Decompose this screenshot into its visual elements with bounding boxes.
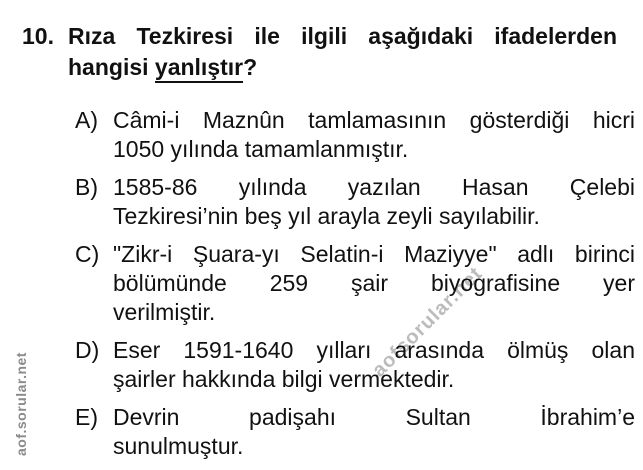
question-line2-pre: hangisi [68, 54, 155, 80]
option-e-text [113, 403, 635, 461]
options-list [75, 106, 635, 461]
option-d-text [113, 336, 635, 394]
option-line: 1050 yılında tamamlanmıştır. [113, 136, 409, 162]
option-line: şairler hakkında bilgi vermektedir. [113, 366, 455, 392]
option-e [75, 403, 635, 461]
question-keyword-underlined: yanlıştır [155, 54, 243, 83]
question-block [0, 0, 643, 83]
option-line: verilmiştir. [113, 299, 216, 325]
option-b-text [113, 173, 635, 231]
option-e-letter: E) [75, 404, 98, 430]
option-line: Devrin padişahı Sultan İbrahim’e [113, 404, 635, 430]
option-a-letter: A) [75, 107, 98, 133]
option-line: Eser 1591-1640 yılları arasında ölmüş olan [113, 337, 635, 363]
option-line: 1585-86 yılında yazılan Hasan Çelebi [113, 174, 635, 200]
option-line: Câmi-i Maznûn tamlamasının gösterdiği hicri [113, 107, 635, 133]
option-line: "Zikr-i Şuara-yı Selatin-i Maziyye" adlı birinci [113, 241, 635, 267]
option-d-letter: D) [75, 337, 100, 363]
question-line-2 [68, 52, 617, 83]
site-watermark-diagonal: aofsorular.net [368, 262, 487, 382]
question-line2-post: ? [243, 54, 258, 80]
option-a-text [113, 106, 635, 164]
question-line-1: Rıza Tezkiresi ile ilgili aşağıdaki ifadelerden [68, 23, 617, 49]
option-b [75, 173, 635, 231]
option-b-letter: B) [75, 174, 98, 200]
question-number: 10. [22, 23, 54, 49]
option-c [75, 240, 635, 327]
option-line: Tezkiresi’nin beş yıl arayla zeyli sayılabilir. [113, 203, 540, 229]
option-d [75, 336, 635, 394]
option-line: bölümünde 259 şair biyografisine yer [113, 270, 635, 296]
option-line: sunulmuştur. [113, 433, 244, 459]
site-watermark-vertical: aof.sorular.net [13, 352, 29, 456]
option-c-letter: C) [75, 241, 100, 267]
option-a [75, 106, 635, 164]
option-c-text [113, 240, 635, 327]
question-text [68, 21, 617, 83]
